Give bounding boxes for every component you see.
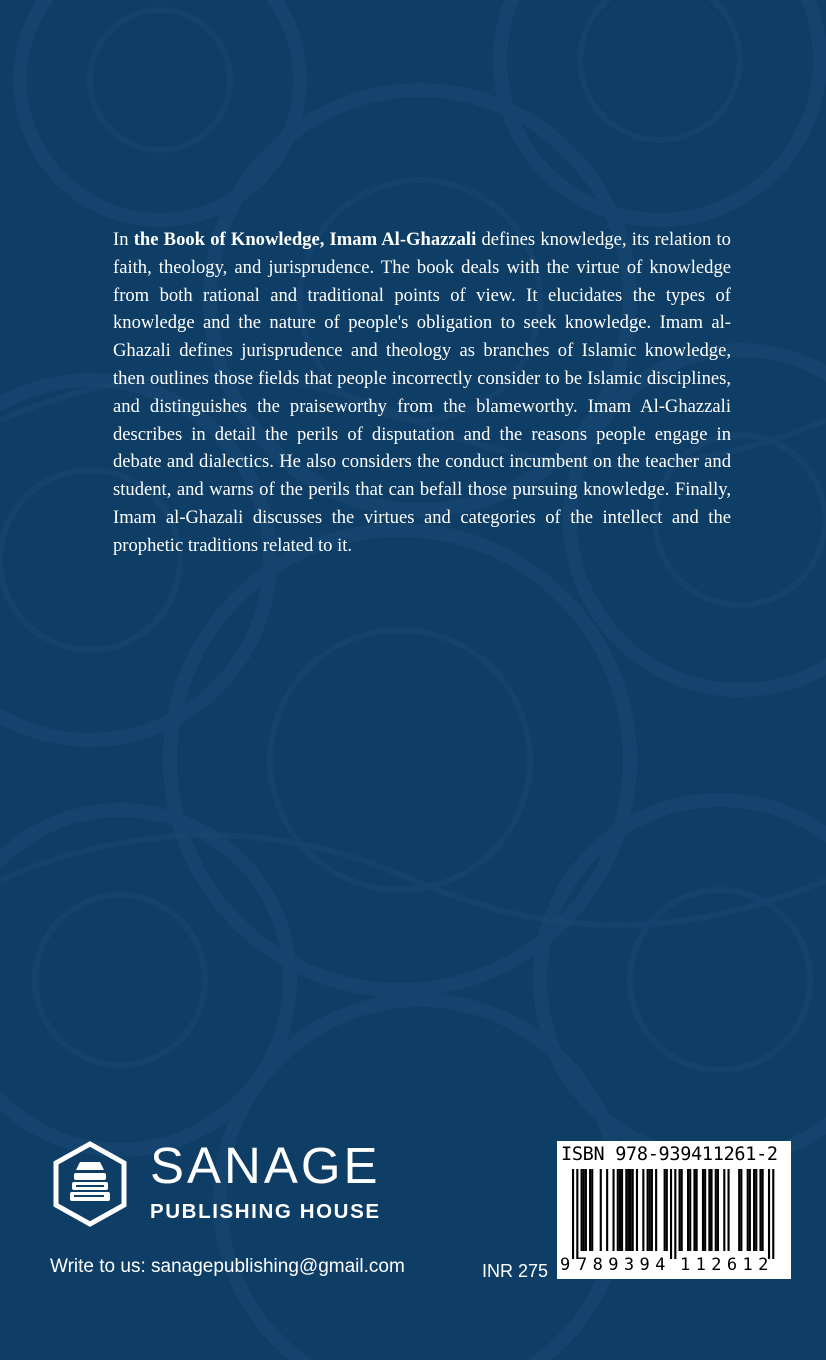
barcode-bar xyxy=(710,1169,712,1251)
barcode-lead-digit: 9 xyxy=(560,1255,571,1275)
barcode-bar xyxy=(617,1169,619,1251)
barcode-left-digits: 789394 xyxy=(577,1255,671,1275)
barcode-bar xyxy=(755,1169,757,1251)
barcode-bar xyxy=(772,1169,774,1259)
barcode-bar xyxy=(738,1169,740,1251)
barcode-bar xyxy=(591,1169,593,1251)
barcode-bar xyxy=(589,1169,591,1251)
barcode-bar xyxy=(753,1169,755,1251)
publisher-subtitle: PUBLISHING HOUSE xyxy=(150,1200,381,1223)
barcode-bar xyxy=(651,1169,653,1251)
barcode-bar xyxy=(583,1169,585,1251)
publisher-name: SANAGE xyxy=(150,1137,381,1194)
barcode-bar xyxy=(572,1169,574,1259)
barcode-bar xyxy=(727,1169,729,1251)
barcode-bar xyxy=(664,1169,666,1251)
barcode-bar xyxy=(687,1169,689,1251)
barcode-bar xyxy=(693,1169,695,1251)
barcode-bar xyxy=(630,1169,632,1251)
isbn-label: ISBN 978-939411261-2 xyxy=(561,1144,778,1165)
barcode-bar xyxy=(647,1169,649,1251)
contact-email: Write to us: sanagepublishing@gmail.com xyxy=(50,1256,405,1277)
barcode-bar xyxy=(681,1169,683,1251)
barcode-bar xyxy=(674,1169,676,1259)
barcode-bar xyxy=(655,1169,657,1251)
barcode-bar xyxy=(642,1169,644,1251)
book-description xyxy=(113,226,731,560)
barcode-bar xyxy=(768,1169,770,1259)
barcode-bar xyxy=(636,1169,638,1251)
barcode-bar xyxy=(696,1169,698,1251)
barcode-bar xyxy=(702,1169,704,1251)
barcode-bar xyxy=(625,1169,627,1251)
blurb-bold-phrase: the Book of Knowledge, Imam Al-Ghazzali xyxy=(133,229,477,250)
barcode-bar xyxy=(747,1169,749,1251)
barcode-bar xyxy=(612,1169,614,1251)
blurb-body: defines knowledge, its relation to faith, theology, and jurisprudence. The book deals with the virtue of knowledge from both rational and traditional points of view. It elucidates the types of knowledge and the nature of people's obligation to seek knowledge. Imam al-Ghazali defines jurisprudence and theology as branches of Islamic knowledge, then outlines those fields that people incorrectly consider to be Islamic disciplines, and distinguishes the praiseworthy from the blameworthy. Imam Al-Ghazzali describes in detail the perils of disputation and the reasons people engage in debate and dialectics. He also considers the conduct incumbent on the teacher and student, and warns of the perils that can befall those pursuing knowledge. Finally, Imam al-Ghazali discusses the virtues and categories of the intellect and the prophetic traditions related to it. xyxy=(113,229,731,556)
barcode-bar xyxy=(679,1169,681,1251)
barcode-bar xyxy=(762,1169,764,1251)
price-label: INR 275 xyxy=(482,1261,549,1281)
books-hexagon-icon xyxy=(50,1140,130,1228)
barcode-bar xyxy=(704,1169,706,1251)
isbn-barcode xyxy=(557,1141,791,1279)
barcode-bar xyxy=(581,1169,583,1251)
barcode-bar xyxy=(666,1169,668,1251)
barcode-bar xyxy=(649,1169,651,1251)
barcode-bar xyxy=(759,1169,761,1251)
barcode-bar xyxy=(717,1169,719,1251)
barcode-bar xyxy=(632,1169,634,1251)
barcode-bar xyxy=(576,1169,578,1259)
barcode-bar xyxy=(621,1169,623,1251)
barcode-bar xyxy=(670,1169,672,1259)
barcode-bar xyxy=(749,1169,751,1251)
barcode-bar xyxy=(585,1169,587,1251)
barcode-bar xyxy=(740,1169,742,1251)
barcode-digits xyxy=(557,1255,791,1277)
barcode-bar xyxy=(715,1169,717,1251)
barcode-bar xyxy=(689,1169,691,1251)
barcode-bar xyxy=(723,1169,725,1251)
barcode-bar xyxy=(600,1169,602,1251)
barcode-bar xyxy=(619,1169,621,1251)
barcode-bar xyxy=(606,1169,608,1251)
barcode-bar xyxy=(627,1169,629,1251)
barcode-right-digits: 112612 xyxy=(680,1255,774,1275)
barcode-bar xyxy=(708,1169,710,1251)
blurb-intro: In xyxy=(113,229,134,250)
barcode-bars xyxy=(557,1169,791,1259)
